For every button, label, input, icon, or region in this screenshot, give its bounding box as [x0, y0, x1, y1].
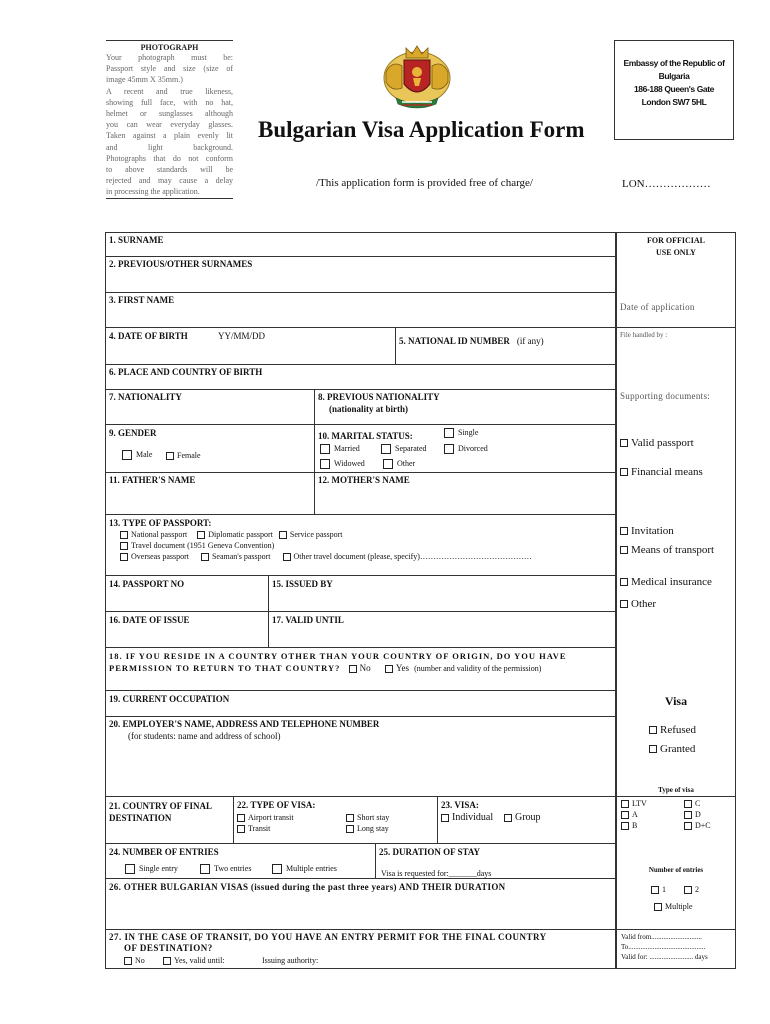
coat-of-arms-icon: [378, 42, 456, 112]
other-doc-checkbox[interactable]: [620, 600, 628, 608]
group-label: Group: [515, 812, 541, 823]
separated-label: Separated: [395, 444, 427, 453]
gender-male-option[interactable]: [122, 450, 152, 460]
return-permission-yes-checkbox[interactable]: [385, 665, 393, 673]
field-first-name[interactable]: 3. FIRST NAME: [109, 295, 175, 305]
field-fathers-name[interactable]: 11. FATHER'S NAME: [109, 475, 196, 485]
doc-invitation[interactable]: [620, 525, 674, 537]
issuing-authority-field[interactable]: Issuing authority:: [262, 956, 319, 965]
official-use-title-line2: USE ONLY: [656, 248, 696, 257]
return-permission-hint: (number and validity of the permission): [414, 664, 542, 673]
field-valid-until[interactable]: 17. VALID UNTIL: [272, 615, 344, 625]
financial-means-checkbox[interactable]: [620, 468, 628, 476]
national-passport-label: National passport: [131, 530, 188, 539]
photo-instruction-line: Taken against a plain evenly lit: [106, 131, 233, 141]
embassy-address-line: London SW7 5HL: [641, 97, 707, 107]
field-surname[interactable]: 1. SURNAME: [109, 235, 164, 245]
visa-type-long-option[interactable]: [346, 824, 389, 833]
field-visa: 23. VISA:: [441, 800, 479, 810]
visa-type-b[interactable]: [621, 821, 637, 830]
married-label: Married: [334, 444, 360, 453]
type-d-checkbox[interactable]: [684, 811, 692, 819]
refused-label: Refused: [660, 724, 697, 736]
individual-checkbox[interactable]: [441, 814, 449, 822]
medical-insurance-checkbox[interactable]: [620, 578, 628, 586]
short-stay-checkbox[interactable]: [346, 814, 354, 822]
type-dc-checkbox[interactable]: [684, 822, 692, 830]
field-issued-by[interactable]: 15. ISSUED BY: [272, 579, 333, 589]
field-duration-of-stay: 25. DURATION OF STAY: [379, 847, 481, 857]
diplomatic-passport-checkbox[interactable]: [197, 531, 205, 539]
field-place-of-birth[interactable]: 6. PLACE AND COUNTRY OF BIRTH: [109, 367, 263, 377]
valid-passport-checkbox[interactable]: [620, 439, 628, 447]
two-entries-label: Two entries: [214, 864, 252, 873]
entry-1-label: 1: [662, 885, 666, 894]
ltv-label: LTV: [632, 799, 647, 808]
female-label: Female: [177, 451, 201, 460]
invitation-label: Invitation: [631, 525, 674, 537]
service-passport-label: Service passport: [289, 530, 343, 539]
visa-group-option[interactable]: [504, 812, 541, 823]
valid-for-field[interactable]: Valid for: ......................... days: [621, 953, 708, 961]
doc-financial-means[interactable]: [620, 466, 703, 478]
photo-instruction-line: in processing the application.: [106, 187, 200, 197]
type-d-label: D: [695, 810, 701, 819]
female-checkbox[interactable]: [166, 452, 174, 460]
type-c-checkbox[interactable]: [684, 800, 692, 808]
seaman-passport-checkbox[interactable]: [201, 553, 209, 561]
marital-single-option[interactable]: [444, 428, 478, 438]
previous-nationality-hint: (nationality at birth): [329, 404, 409, 414]
return-permission-no-label: No: [359, 663, 371, 673]
multiple-entries-checkbox[interactable]: [272, 864, 282, 874]
other-marital-checkbox[interactable]: [383, 459, 393, 469]
granted-checkbox[interactable]: [649, 745, 657, 753]
official-entry-1[interactable]: [651, 885, 666, 894]
photo-instruction-line: Passport style and size (size of: [106, 64, 233, 74]
male-label: Male: [136, 450, 153, 459]
question-27-line2: OF DESTINATION?: [124, 943, 213, 953]
married-checkbox[interactable]: [320, 444, 330, 454]
free-of-charge-note: /This application form is provided free of charge/: [316, 177, 533, 189]
field-final-destination[interactable]: [109, 800, 212, 824]
other-marital-label: Other: [397, 459, 416, 468]
doc-means-of-transport[interactable]: [620, 544, 714, 556]
type-b-label: B: [632, 821, 638, 830]
embassy-address-line: Embassy of the Republic of: [623, 58, 725, 68]
national-id-hint: (if any): [516, 336, 544, 346]
entries-two-option[interactable]: [200, 864, 251, 874]
duration-of-stay-input[interactable]: Visa is requested for:_______days: [381, 869, 492, 878]
field-visa-type: 22. TYPE OF VISA:: [237, 800, 316, 810]
invitation-checkbox[interactable]: [620, 527, 628, 535]
type-of-visa-title: Type of visa: [658, 786, 694, 794]
marital-other-option[interactable]: [383, 459, 415, 469]
multiple-entries-label: Multiple entries: [286, 864, 337, 873]
entry-2-checkbox[interactable]: [684, 886, 692, 894]
other-travel-doc-label: Other travel document (please, specify)……………………………………: [293, 552, 532, 561]
visa-type-c[interactable]: [684, 799, 700, 808]
question-27-line1: 27. IN THE CASE OF TRANSIT, DO YOU HAVE AN ENTRY PERMIT FOR THE FINAL COUNTRY: [109, 932, 547, 942]
question-18-line2: [109, 663, 541, 673]
photo-instruction-line: to above standards will be: [106, 165, 233, 175]
widowed-checkbox[interactable]: [320, 459, 330, 469]
final-destination-line2: DESTINATION: [109, 813, 172, 823]
short-stay-label: Short stay: [357, 813, 390, 822]
employer-hint: (for students: name and address of school): [128, 731, 281, 741]
field-nationality[interactable]: 7. NATIONALITY: [109, 392, 182, 402]
means-of-transport-label: Means of transport: [631, 544, 715, 556]
financial-means-label: Financial means: [631, 466, 703, 478]
seaman-passport-label: Seaman's passport: [211, 552, 271, 561]
type-a-checkbox[interactable]: [621, 811, 629, 819]
supporting-documents: Supporting documents:: [620, 391, 711, 401]
question-18-text: PERMISSION TO RETURN TO THAT COUNTRY?: [109, 663, 341, 673]
photo-instruction-line: Photographs that do not conform: [106, 153, 233, 163]
entries-multiple-option[interactable]: [272, 864, 337, 874]
entry-permit-yes-label: Yes, valid until:: [174, 956, 225, 965]
embassy-address-line: Bulgaria: [658, 71, 690, 81]
type-c-label: C: [695, 799, 701, 808]
photo-box[interactable]: [106, 40, 233, 199]
field-national-id[interactable]: [399, 331, 544, 349]
doc-valid-passport[interactable]: [620, 437, 694, 449]
overseas-passport-checkbox[interactable]: [120, 553, 128, 561]
photo-instruction-line: helmet or sunglasses although: [106, 109, 233, 119]
entry-permit-no-label: No: [135, 956, 145, 965]
separated-checkbox[interactable]: [381, 444, 391, 454]
final-destination-line1: 21. COUNTRY OF FINAL: [109, 801, 213, 811]
visa-granted-option[interactable]: [649, 743, 695, 755]
valid-passport-label: Valid passport: [631, 437, 694, 449]
photo-instruction-line: showing full face, with no hat,: [106, 97, 233, 107]
valid-to-field[interactable]: To............................................: [621, 943, 706, 951]
other-travel-doc-checkbox[interactable]: [283, 553, 291, 561]
single-label: Single: [458, 428, 479, 437]
diplomatic-passport-label: Diplomatic passport: [208, 530, 273, 539]
visa-refused-option[interactable]: [649, 724, 696, 736]
official-entry-multiple[interactable]: [654, 902, 693, 911]
entry-1-checkbox[interactable]: [651, 886, 659, 894]
single-entry-checkbox[interactable]: [125, 864, 135, 874]
official-use-title-line1: FOR OFFICIAL: [647, 236, 705, 245]
visa-section-title: Visa: [664, 694, 688, 708]
entry-permit-yes-checkbox[interactable]: [163, 957, 171, 965]
passport-type-row3: [120, 552, 532, 561]
granted-label: Granted: [660, 743, 696, 755]
medical-insurance-label: Medical insurance: [631, 576, 712, 588]
single-entry-label: Single entry: [139, 864, 178, 873]
means-of-transport-checkbox[interactable]: [620, 546, 628, 554]
type-dc-label: D+C: [695, 821, 711, 830]
embassy-address-line: 186-188 Queen's Gate: [633, 84, 714, 94]
field-number-of-entries: 24. NUMBER OF ENTRIES: [109, 847, 219, 857]
visa-type-transit-option[interactable]: [237, 824, 270, 833]
long-stay-checkbox[interactable]: [346, 825, 354, 833]
national-passport-checkbox[interactable]: [120, 531, 128, 539]
transit-checkbox[interactable]: [237, 825, 245, 833]
visa-individual-option[interactable]: [441, 812, 493, 823]
entries-single-option[interactable]: [125, 864, 178, 874]
reference-number[interactable]: LON………………: [622, 178, 711, 190]
photo-instruction-line: Your photograph must be:: [106, 53, 233, 62]
national-id-label: 5. NATIONAL ID NUMBER: [399, 336, 510, 346]
date-of-birth-hint: YY/MM/DD: [218, 331, 266, 341]
airport-transit-checkbox[interactable]: [237, 814, 245, 822]
valid-from-field[interactable]: Valid from.............................: [621, 933, 702, 941]
field-gender: 9. GENDER: [109, 428, 157, 438]
visa-type-d[interactable]: [684, 810, 701, 819]
photo-instructions: [106, 52, 233, 198]
question-18-line1: 18. IF YOU RESIDE IN A COUNTRY OTHER THAN YOUR COUNTRY OF ORIGIN, DO YOU HAVE: [109, 651, 567, 661]
entry-multiple-checkbox[interactable]: [654, 903, 662, 911]
field-mothers-name[interactable]: 12. MOTHER'S NAME: [318, 475, 410, 485]
type-b-checkbox[interactable]: [621, 822, 629, 830]
photo-title: PHOTOGRAPH: [140, 43, 199, 52]
entry-permit-yes-option[interactable]: [163, 956, 225, 965]
official-entry-2[interactable]: [684, 885, 699, 894]
travel-document-label: Travel document (1951 Geneva Convention): [131, 541, 275, 550]
ltv-checkbox[interactable]: [621, 800, 629, 808]
passport-type-row2: [120, 541, 274, 550]
return-permission-no-checkbox[interactable]: [349, 665, 357, 673]
embassy-address: [615, 57, 733, 109]
visa-type-airport-option[interactable]: [237, 813, 294, 822]
passport-type-row1: [120, 530, 343, 539]
embassy-address-box: [614, 40, 734, 140]
doc-other[interactable]: [620, 598, 656, 610]
airport-transit-label: Airport transit: [248, 813, 294, 822]
entry-2-label: 2: [695, 885, 699, 894]
page-title: Bulgarian Visa Application Form: [258, 117, 585, 142]
male-checkbox[interactable]: [122, 450, 132, 460]
visa-type-dc[interactable]: [684, 821, 711, 830]
marital-married-option[interactable]: [320, 444, 360, 454]
divorced-checkbox[interactable]: [444, 444, 454, 454]
transit-label: Transit: [248, 824, 271, 833]
field-current-occupation[interactable]: 19. CURRENT OCCUPATION: [109, 694, 230, 704]
field-date-of-birth[interactable]: 4. DATE OF BIRTH: [109, 331, 188, 341]
photo-instruction-line: you can wear everyday glasses.: [106, 120, 233, 130]
type-a-label: A: [632, 810, 638, 819]
field-employer[interactable]: 20. EMPLOYER'S NAME, ADDRESS AND TELEPHONE NUMBER: [109, 719, 380, 729]
marital-divorced-option[interactable]: [444, 444, 488, 454]
visa-type-short-option[interactable]: [346, 813, 389, 822]
field-previous-nationality[interactable]: 8. PREVIOUS NATIONALITY: [318, 392, 440, 402]
entry-multiple-label: Multiple: [665, 902, 693, 911]
travel-document-checkbox[interactable]: [120, 542, 128, 550]
doc-medical-insurance[interactable]: [620, 576, 712, 588]
photo-instruction-line: image 45mm X 35mm.): [106, 75, 183, 85]
widowed-label: Widowed: [334, 459, 365, 468]
return-permission-yes-label: Yes: [395, 663, 409, 673]
number-of-entries-title: Number of entries: [648, 866, 704, 874]
entry-permit-no-checkbox[interactable]: [124, 957, 132, 965]
photo-instruction-line: rejected and may cause a delay: [106, 176, 233, 186]
refused-checkbox[interactable]: [649, 726, 657, 734]
divorced-label: Divorced: [458, 444, 488, 453]
field-passport-type: 13. TYPE OF PASSPORT:: [109, 518, 212, 528]
visa-type-a[interactable]: [621, 810, 638, 819]
other-doc-label: Other: [631, 598, 657, 610]
field-other-bulgarian-visas[interactable]: 26. OTHER BULGARIAN VISAS (issued during the past three years) AND THEIR DURATION: [109, 882, 506, 892]
individual-label: Individual: [452, 812, 494, 823]
entry-permit-no-option[interactable]: [124, 956, 145, 965]
overseas-passport-label: Overseas passport: [131, 552, 189, 561]
field-previous-surnames[interactable]: 2. PREVIOUS/OTHER SURNAMES: [109, 259, 253, 269]
photo-instruction-line: A recent and true likeness,: [106, 86, 233, 96]
two-entries-checkbox[interactable]: [200, 864, 210, 874]
photo-instruction-line: and light background.: [106, 142, 233, 152]
visa-type-ltv[interactable]: [621, 799, 647, 808]
long-stay-label: Long stay: [357, 824, 389, 833]
marital-widowed-option[interactable]: [320, 459, 365, 469]
group-checkbox[interactable]: [504, 814, 512, 822]
service-passport-checkbox[interactable]: [279, 531, 287, 539]
single-checkbox[interactable]: [444, 428, 454, 438]
field-date-of-issue[interactable]: 16. DATE OF ISSUE: [109, 615, 190, 625]
marital-separated-option[interactable]: [381, 444, 427, 454]
field-marital-status: 10. MARITAL STATUS:: [318, 431, 413, 441]
date-of-application: Date of application: [620, 302, 695, 312]
gender-female-option[interactable]: [166, 451, 201, 460]
official-use-title: [616, 235, 736, 259]
field-passport-number[interactable]: 14. PASSPORT NO: [109, 579, 185, 589]
file-handled-by: File handled by :: [620, 331, 668, 339]
